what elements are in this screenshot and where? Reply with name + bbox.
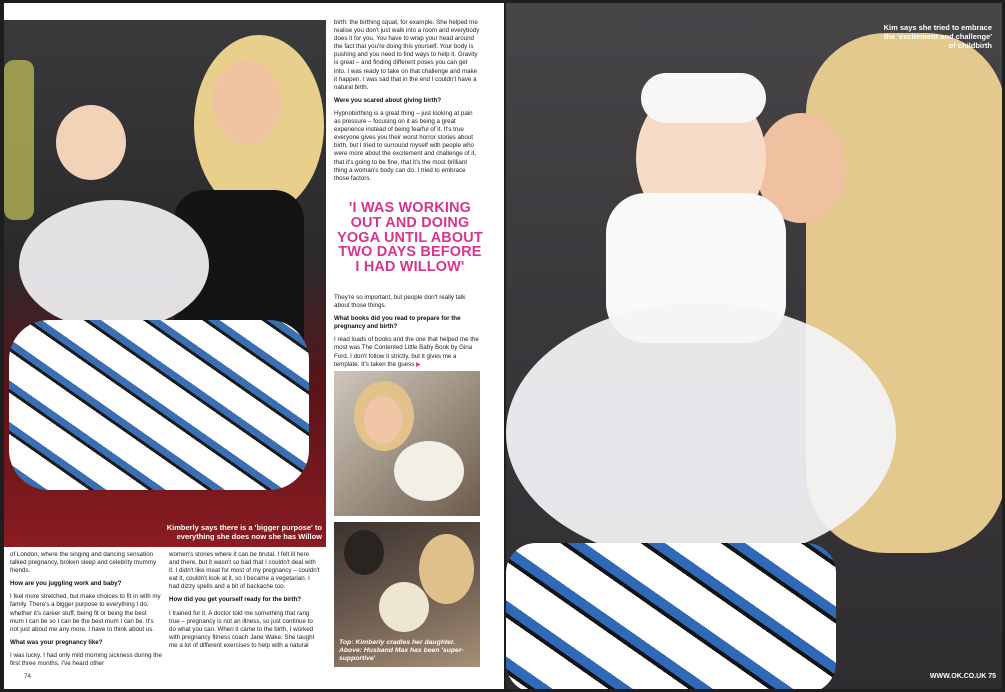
answer-text: I was lucky. I had only mild morning sickness during the first three months. I've heard other (10, 651, 162, 668)
page-number: WWW.OK.CO.UK 75 (929, 673, 996, 680)
man-hair-shape (344, 530, 384, 575)
right-photo-caption: Kim says she tried to embrace the 'excitement and challenge' of childbirth (883, 23, 992, 50)
answer-text: I feel more stretched, but make choices to fit in with my family. There's a bigger purpose to everything I do, whether it's career stuff, being fit or being the best mum I can be so I can be the best mum I can be. It's not just about me any more. I have to think about us. (10, 593, 161, 633)
question-heading: What was your pregnancy like? (10, 638, 103, 646)
mother-baby-photo (4, 20, 326, 547)
answer-text: I trained for it. A doctor told me something that rang true – pregnancy is not an illness, so just continue to do what you can. When it came to the birth, I worked with pregnancy fitness coach Jane Wake. She taught me a lot of different exercises to help with a natural (169, 609, 315, 649)
patterned-leggings-shape (9, 320, 309, 490)
left-magazine-page (4, 3, 504, 689)
tutu-shape (506, 303, 896, 563)
answer-text (334, 336, 480, 368)
article-column-right-mid (334, 294, 480, 369)
inset-photo-cradle (334, 371, 480, 516)
question-heading: What books did you read to prepare for the pregnancy and birth? (334, 315, 461, 331)
baby-shape (379, 582, 429, 632)
answer-body: I read loads of books and the one that helped me the most was The Contented Little Baby Book by Gina Ford. I don't follow it strictly, but it gives me a template. It's taken the guess (334, 336, 479, 368)
paragraph: They're so important, but people don't really talk about those things. (334, 294, 466, 310)
page-number: 74 (24, 673, 32, 680)
main-photo-caption: Kimberly says there is a 'bigger purpose' to everything she does now she has Willow (166, 523, 322, 541)
woman-hair-shape (419, 534, 474, 604)
baby-headband-shape (641, 73, 766, 123)
cushion-shape (4, 60, 34, 220)
inset-caption: Top: Kimberly cradles her daughter. Above: Husband Max has been 'super-supportive' (339, 639, 464, 662)
article-column-top-right (334, 19, 480, 188)
article-column-bottom-left (10, 551, 162, 673)
baby-face-shape (56, 105, 126, 180)
baby-blanket-shape (394, 441, 464, 501)
article-column-bottom-mid (169, 551, 321, 655)
face-shape (364, 396, 402, 444)
mother-kissing-baby-photo (506, 3, 1002, 689)
patterned-leggings-shape (506, 543, 836, 689)
question-heading: Were you scared about giving birth? (334, 96, 442, 104)
question-heading: How are you juggling work and baby? (10, 580, 122, 588)
woman-face-shape (212, 60, 282, 145)
paragraph: women's stories where it can be brutal. I felt ill here and there, but it wasn't so bad that I couldn't deal with it. I didn't like meat for most of my pregnancy – couldn't eat it, couldn't look at it, so I became a vegetarian. I had dizzy spells and a bit of backache too. (169, 551, 320, 591)
tutu-shape (19, 200, 209, 330)
pull-quote: 'I WAS WORKING OUT AND DOING YOGA UNTIL ABOUT TWO DAYS BEFORE I HAD WILLOW' (337, 200, 483, 276)
answer-text: Hypnobirthing is a great thing – just looking at pain as pressure – focusing on it as being a great experience instead of being fearful of it. It's true everyone gives you their worst horror stories about birth, but I tried to surround myself with people who were more about the excitement and challenge of it, that it's going to be fine, that it's the most brilliant thing a woman's body can do. I tried to embrace those factors. (334, 109, 477, 182)
continue-arrow-icon: ▶ (416, 360, 421, 368)
paragraph: of London, where the singing and dancing sensation talked pregnancy, broken sleep and celebrity mummy friends. (10, 551, 157, 575)
paragraph: birth: the birthing squat, for example. She helped me realise you don't just walk into a room and everybody does it for you. You have to wrap your head around the fact that you're doing this yourself. Your body is pushing and you need to find ways to help it. Gravity is great – and finding different poses you can get into. I was ready to take on that challenge and make it happen. I was sad that in the end I couldn't have a natural birth. (334, 19, 480, 91)
right-magazine-page (506, 3, 1002, 689)
question-heading: How did you get yourself ready for the birth? (169, 596, 302, 604)
